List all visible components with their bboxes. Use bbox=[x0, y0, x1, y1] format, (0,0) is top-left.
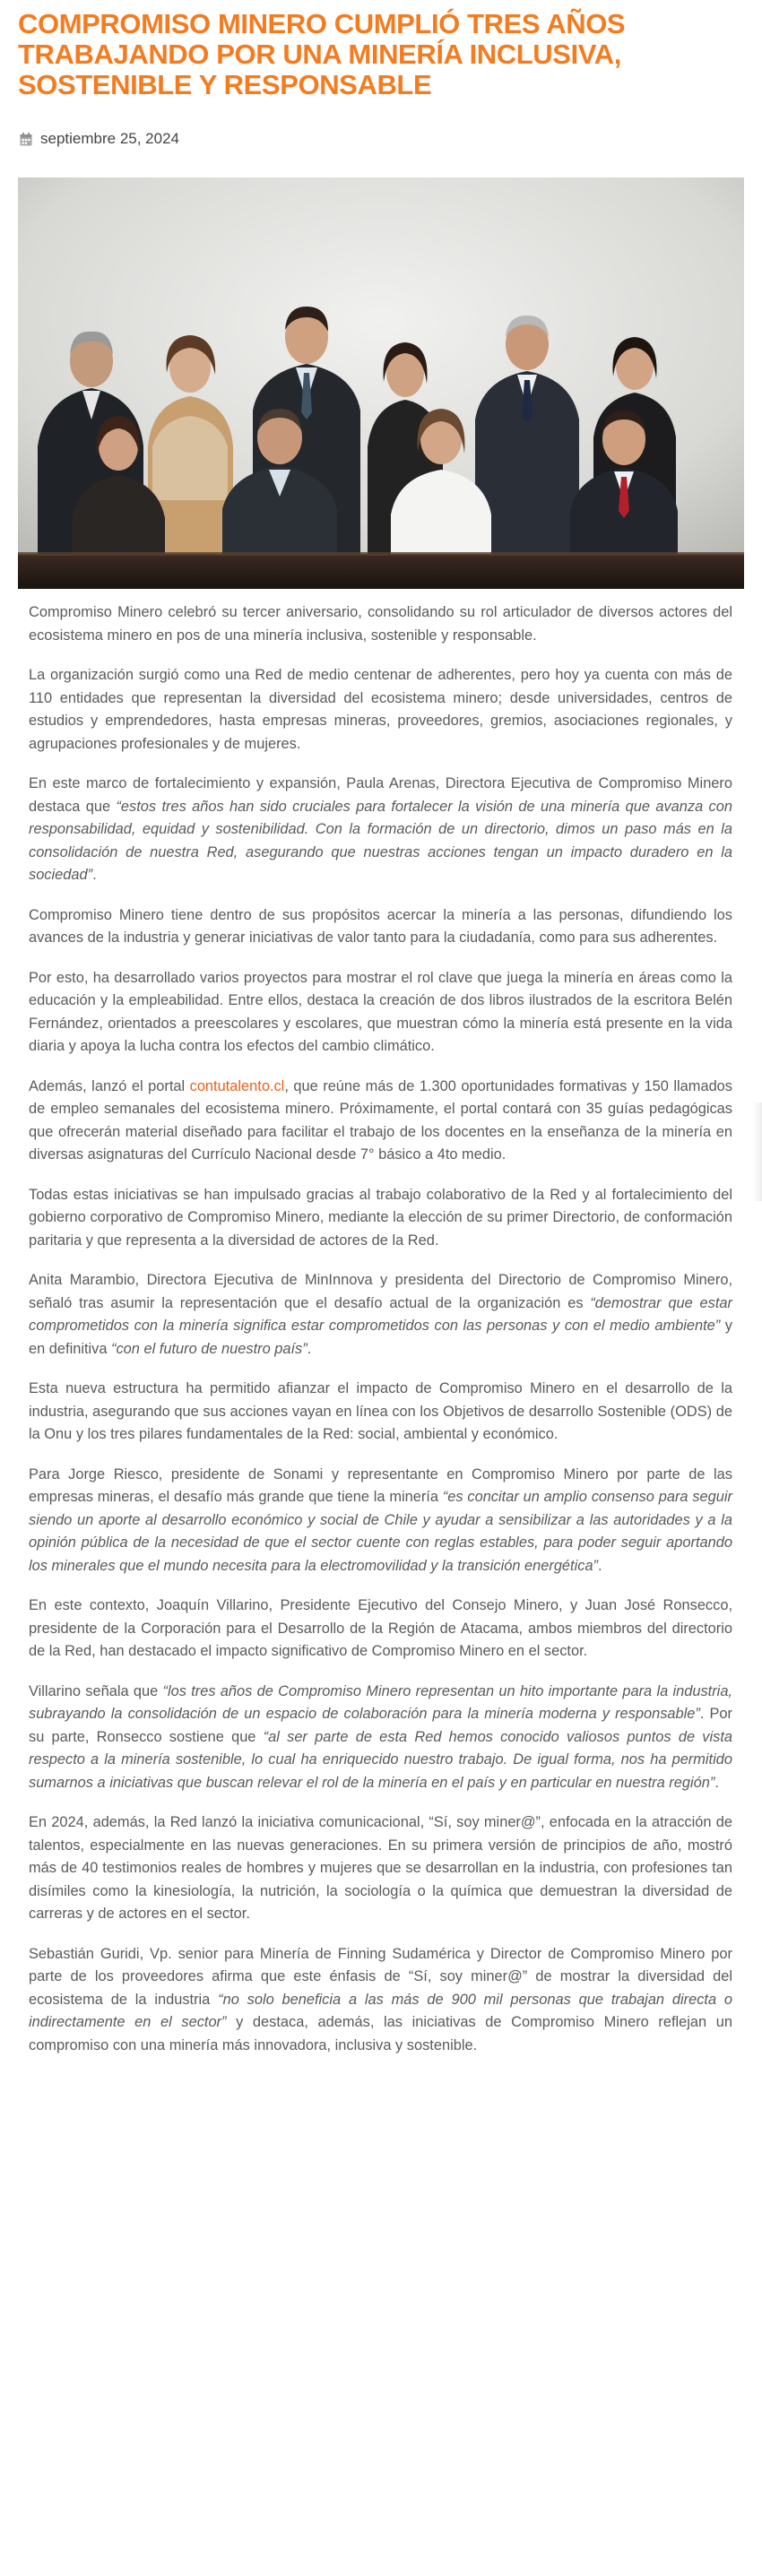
paragraph-2-text: La organización surgió como una Red de medio centenar de adherentes, pero hoy ya cuenta con más de 110 entidades que representan la diversidad del ecosistema minero; desde universidades, centros de estudios y emprendedores, hasta empresas mineras, proveedores, gremios, asociaciones regionales, y agrupaciones profesionales y de mujeres. bbox=[29, 667, 732, 752]
conference-table bbox=[18, 554, 744, 589]
paragraph-1 bbox=[29, 601, 732, 647]
paragraph-2 bbox=[29, 664, 732, 756]
paragraph-4-text: Compromiso Minero tiene dentro de sus propósitos acercar la minería a las personas, difundiendo los avances de la industria y generar iniciativas de valor tanto para la ciudadanía, como para sus adherentes. bbox=[29, 906, 732, 946]
paragraph-11 bbox=[29, 1595, 732, 1664]
paragraph-1-text: Compromiso Minero celebró su tercer aniversario, consolidando su rol articulador de diversos actores del ecosistema minero en pos de una minería inclusiva, sostenible y responsable. bbox=[29, 604, 732, 644]
paragraph-12-end: . bbox=[714, 1774, 719, 1791]
paragraph-10-end: . bbox=[598, 1557, 602, 1574]
paragraph-8-text: Anita Marambio, Directora Ejecutiva de MinInnova y presidenta del Directorio de Compromiso Minero, señaló tras asumir la representación que el desafío actual de la organización es bbox=[29, 1272, 732, 1311]
paragraph-10-text: Para Jorge Riesco, presidente de Sonami y representante en Compromiso Minero por parte de las empresas mineras, el desafío más grande que tiene la minería bbox=[29, 1465, 732, 1505]
post-date bbox=[20, 129, 179, 149]
paragraph-14-text: Sebastián Guridi, Vp. senior para Minería de Finning Sudamérica y Director de Compromiso Minero por parte de los proveedores afirma que este énfasis de “Sí, soy miner@” de mostrar la diversidad del ecosistema de la industria bbox=[29, 1945, 732, 2008]
article-title: COMPROMISO MINERO CUMPLIÓ TRES AÑOS TRABAJANDO POR UNA MINERÍA INCLUSIVA, SOSTENIBLE Y RESPONSABLE bbox=[18, 8, 626, 100]
group-photo-illustration bbox=[18, 177, 744, 589]
paragraph-5-text: Por esto, ha desarrollado varios proyectos para mostrar el rol clave que juega la minería en áreas como la educación y la empleabilidad. Entre ellos, destaca la creación de dos libros ilustrados de la escritora Belén Fernández, orientados a preescolares y escolares, que muestran cómo la minería está presente en la vida diaria y apoya la lucha contra los efectos del cambio climático. bbox=[29, 969, 732, 1054]
paragraph-8 bbox=[29, 1269, 732, 1361]
paragraph-9-text: Esta nueva estructura ha permitido afianzar el impacto de Compromiso Minero en el desarrollo de la industria, asegurando que sus acciones vayan en línea con los Objetivos de desarrollo Sostenible (ODS) de la Onu y los tres pilares fundamentales de la Red: social, ambiental y económico. bbox=[29, 1380, 732, 1442]
quote-ronsecco: “al ser parte de esta Red hemos conocido valiosos puntos de vista respecto a la minería sostenible, lo cual ha enriquecido nuestro trabajo. De igual forma, nos ha permitido sumarnos a iniciativas que buscan relevar el rol de la minería en el país y en particular en nuestra región” bbox=[29, 1728, 732, 1791]
paragraph-12-text: Villarino señala que bbox=[29, 1682, 163, 1699]
quote-anita-marambio-2: “con el futuro de nuestro país” bbox=[111, 1340, 307, 1357]
paragraph-7-text: Todas estas iniciativas se han impulsado gracias al trabajo colaborativo de la Red y al fortalecimiento del gobierno corporativo de Compromiso Minero, mediante la elección de su primer Directorio, de conformación paritaria y que representa a la diversidad de actores de la Red. bbox=[29, 1186, 732, 1249]
edge-shadow bbox=[753, 1102, 762, 1201]
paragraph-12-mid: . Por su parte, Ronsecco sostiene que bbox=[29, 1706, 732, 1745]
group-photo bbox=[18, 177, 744, 589]
paragraph-7 bbox=[29, 1184, 732, 1253]
quote-villarino: “los tres años de Compromiso Minero representan un hito importante para la industria, subrayando la consolidación de un espacio de colaboración para la minería moderna y responsable” bbox=[29, 1682, 732, 1722]
contutalento-link[interactable]: contutalento.cl bbox=[189, 1077, 285, 1094]
paragraph-14 bbox=[29, 1943, 732, 2058]
paragraph-14-end: y destaca, además, las iniciativas de Compromiso Minero reflejan un compromiso con una minería más innovadora, inclusiva y sostenible. bbox=[29, 2014, 733, 2053]
paragraph-5 bbox=[29, 967, 732, 1059]
paragraph-8-end: . bbox=[307, 1340, 312, 1357]
quote-anita-marambio-1: “demostrar que estar comprometidos con la minería significa estar comprometidos con las personas y con el medio ambiente” bbox=[29, 1294, 732, 1334]
quote-sebastian-guridi: “no solo beneficia a las más de 900 mil personas que trabajan directa o indirectamente en el sector” bbox=[29, 1991, 733, 2030]
paragraph-12 bbox=[29, 1681, 732, 1795]
paragraph-6 bbox=[29, 1076, 732, 1167]
post-date-text: septiembre 25, 2024 bbox=[40, 130, 179, 147]
paragraph-3-end: . bbox=[92, 867, 97, 883]
paragraph-9 bbox=[29, 1378, 732, 1447]
paragraph-13-text: En 2024, además, la Red lanzó la iniciativa comunicacional, “Sí, soy miner@”, enfocada en la atracción de talentos, especialmente en las nuevas generaciones. En su primera versión de principios de año, mostró más de 40 testimonios reales de hombres y mujeres que se desarrollan en la industria, con profesiones tan disímiles como la kinesiología, la nutrición, la sociología o la química que demuestran la diversidad de carreras y de actores en el sector. bbox=[29, 1814, 732, 1922]
paragraph-6-text: Además, lanzó el portal bbox=[29, 1077, 190, 1094]
quote-jorge-riesco: “es concitar un amplio consenso para seguir siendo un aporte al desarrollo económico y social de Chile y ayudar a sensibilizar a las autoridades y a la opinión pública de la necesidad de que el sector cuente con reglas estables, para poder seguir aportando los minerales que el mundo necesita para la electromovilidad y la transición energética” bbox=[29, 1489, 732, 1574]
paragraph-10 bbox=[29, 1464, 732, 1578]
paragraph-3 bbox=[29, 773, 732, 887]
paragraph-4 bbox=[29, 904, 732, 950]
article-body bbox=[29, 601, 732, 2074]
paragraph-6-rest: , que reúne más de 1.300 oportunidades formativas y 150 llamados de empleo semanales del ecosistema minero. Próximamente, el portal contará con 35 guías pedagógicas que ofrecerán material diseñado para facilitar el trabajo de los docentes en la enseñanza de la minería en diversas asignaturas del Currículo Nacional desde 7° básico a 4to medio. bbox=[29, 1077, 732, 1163]
paragraph-3-text: En este marco de fortalecimiento y expansión, Paula Arenas, Directora Ejecutiva de Compromiso Minero destaca que bbox=[29, 775, 732, 815]
paragraph-11-text: En este contexto, Joaquín Villarino, Presidente Ejecutivo del Consejo Minero, y Juan José Ronsecco, presidente de la Corporación para el Desarrollo de la Región de Atacama, ambos miembros del directorio de la Red, han destacado el impacto significativo de Compromiso Minero en el sector. bbox=[29, 1597, 732, 1659]
paragraph-13 bbox=[29, 1811, 732, 1926]
paragraph-8-mid: y en definitiva bbox=[29, 1318, 732, 1357]
quote-paula-arenas: “estos tres años han sido cruciales para fortalecer la visión de una minería que avanza con responsabilidad, equidad y sostenibilidad. Con la formación de un directorio, dimos un paso más en la consolidación de nuestra Red, asegurando que nuestras acciones tengan un impacto duradero en la sociedad” bbox=[29, 798, 732, 883]
calendar-icon bbox=[20, 133, 32, 146]
